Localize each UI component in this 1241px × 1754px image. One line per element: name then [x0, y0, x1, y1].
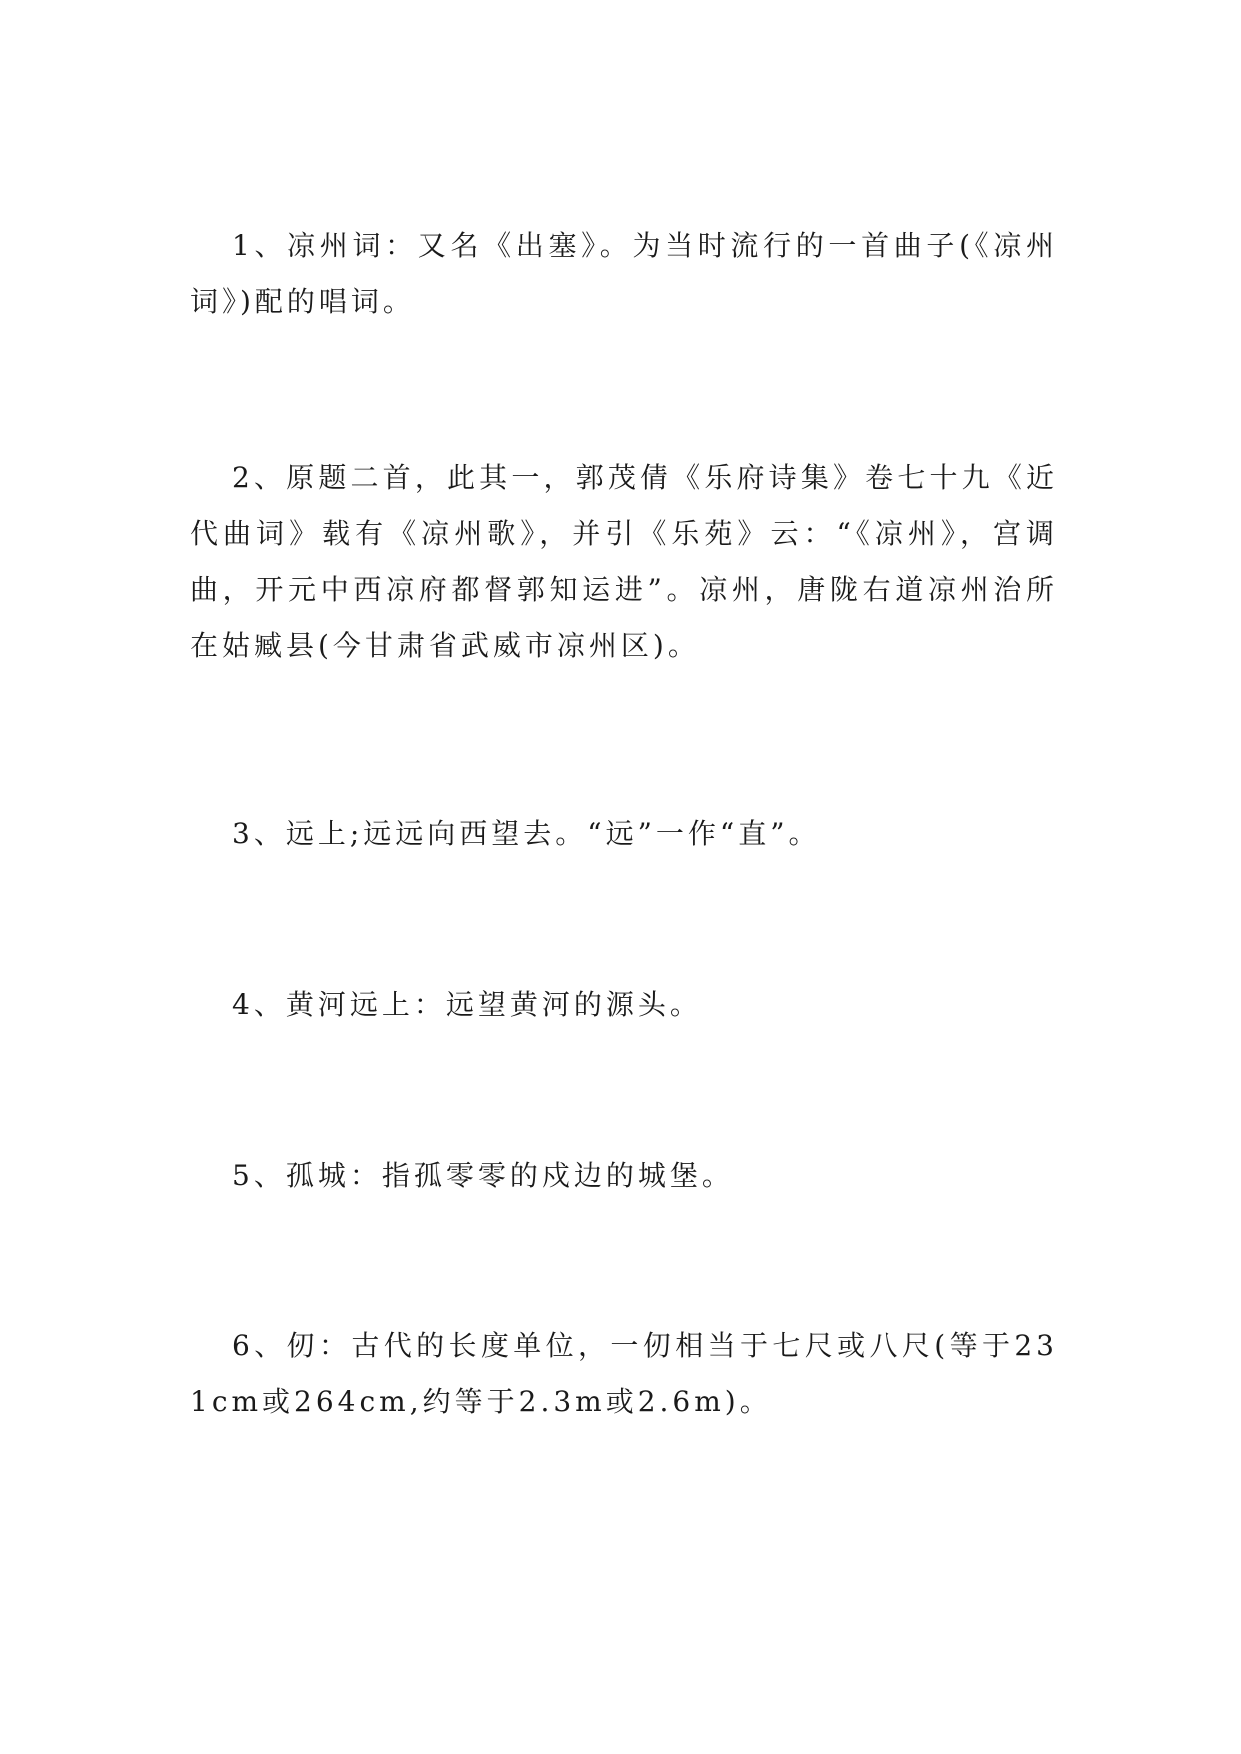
note-paragraph-5: 5、孤城：指孤零零的戍边的城堡。 — [232, 1159, 734, 1192]
note-paragraph-6: 6、仞：古代的长度单位，一仞相当于七尺或八尺(等于231cm或264cm,约等于2.3m或2.6m)。 — [190, 1329, 1058, 1418]
note-paragraph-1: 1、凉州词：又名《出塞》。为当时流行的一首曲子(《凉州词》)配的唱词。 — [190, 229, 1058, 318]
note-paragraph-2: 2、原题二首，此其一，郭茂倩《乐府诗集》卷七十九《近代曲词》载有《凉州歌》，并引《乐苑》云：“《凉州》，宫调曲，开元中西凉府都督郭知运进”。凉州，唐陇右道凉州治所在姑臧县(今甘肃省武威市凉州区)。 — [190, 461, 1058, 662]
note-paragraph-3: 3、远上;远远向西望去。“远”一作“直”。 — [232, 817, 821, 850]
note-paragraph-4: 4、黄河远上：远望黄河的源头。 — [232, 988, 702, 1021]
